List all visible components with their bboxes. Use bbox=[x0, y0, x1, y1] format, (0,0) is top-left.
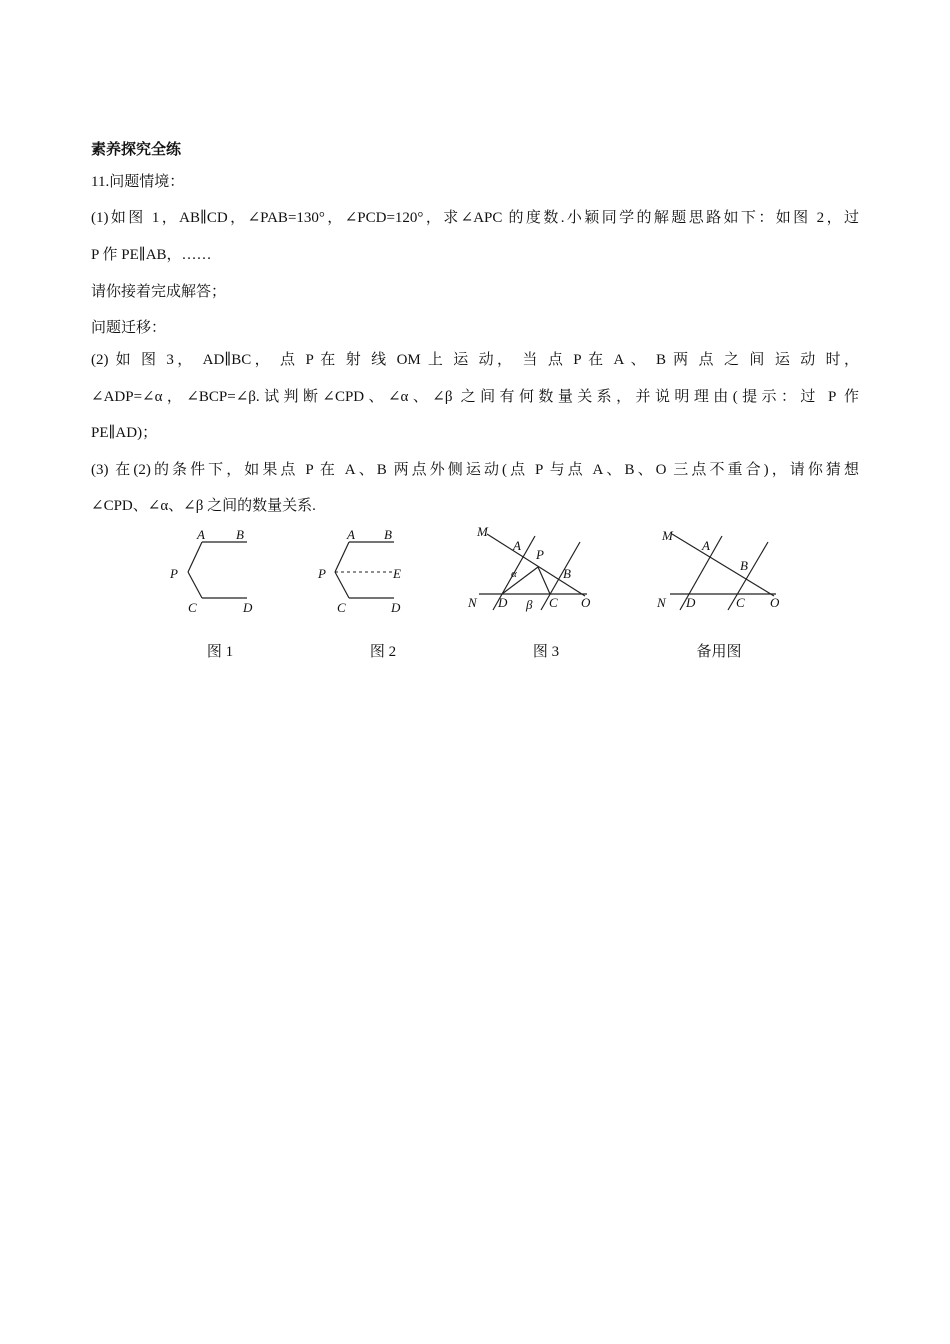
label-m: M bbox=[477, 524, 488, 539]
label-p: P bbox=[170, 566, 178, 581]
label-m: M bbox=[662, 528, 673, 543]
label-d: D bbox=[498, 595, 508, 610]
label-n: N bbox=[468, 595, 477, 610]
segment-pc bbox=[538, 567, 550, 594]
label-alpha: α bbox=[511, 568, 517, 580]
label-d: D bbox=[391, 600, 401, 615]
label-b: B bbox=[740, 558, 748, 573]
part3-line2: ∠CPD、∠α、∠β 之间的数量关系. bbox=[91, 498, 316, 514]
caption-figure-1: 图 1 bbox=[206, 644, 234, 660]
figure-2 bbox=[307, 522, 417, 622]
section-heading: 素养探究全练 bbox=[91, 140, 182, 158]
spare-figure bbox=[650, 522, 790, 622]
figure-3 bbox=[465, 522, 605, 622]
part1-line2: P 作 PE∥AB，…… bbox=[91, 247, 212, 263]
label-d: D bbox=[686, 595, 696, 610]
transfer-heading: 问题迁移： bbox=[91, 320, 167, 336]
part2-line2: ∠ADP=∠α，∠BCP=∠β.试判断∠CPD、∠α、∠β 之间有何数量关系，并说明理由(提示：过 P 作 bbox=[91, 389, 859, 405]
segment-ap bbox=[335, 542, 349, 572]
caption-figure-2: 图 2 bbox=[369, 644, 397, 660]
label-a: A bbox=[702, 538, 710, 553]
label-c: C bbox=[549, 595, 558, 610]
problem-number-line: 11.问题情境： bbox=[91, 174, 185, 190]
line-bc bbox=[728, 542, 768, 610]
part1-line1: (1)如图 1，AB∥CD，∠PAB=130°，∠PCD=120°，求∠APC 的度数.小颖同学的解题思路如下：如图 2，过 bbox=[91, 210, 859, 226]
part3-line1: (3) 在(2)的条件下，如果点 P 在 A、B 两点外侧运动(点 P 与点 A、B、O 三点不重合)，请你猜想 bbox=[91, 462, 859, 478]
label-beta: β bbox=[526, 597, 533, 612]
label-a: A bbox=[347, 527, 355, 542]
line-bc bbox=[541, 542, 580, 610]
label-d: D bbox=[243, 600, 253, 615]
label-b: B bbox=[384, 527, 392, 542]
label-b: B bbox=[236, 527, 244, 542]
label-c: C bbox=[188, 600, 197, 615]
label-o: O bbox=[770, 595, 780, 610]
label-a: A bbox=[197, 527, 205, 542]
ray-om bbox=[487, 534, 585, 596]
label-c: C bbox=[736, 595, 745, 610]
segment-pd bbox=[502, 567, 538, 594]
part2-line3: PE∥AD)； bbox=[91, 425, 158, 441]
segment-pc bbox=[335, 572, 349, 598]
label-c: C bbox=[337, 600, 346, 615]
label-o: O bbox=[581, 595, 591, 610]
ray-om bbox=[672, 534, 774, 596]
label-a: A bbox=[513, 538, 521, 553]
label-e: E bbox=[393, 566, 401, 581]
caption-spare-figure: 备用图 bbox=[696, 644, 742, 660]
segment-pc bbox=[188, 572, 202, 598]
part1-instruction: 请你接着完成解答； bbox=[91, 284, 227, 300]
label-p: P bbox=[318, 566, 326, 581]
label-n: N bbox=[657, 595, 666, 610]
caption-figure-3: 图 3 bbox=[532, 644, 560, 660]
figure-1 bbox=[160, 522, 270, 622]
segment-ap bbox=[188, 542, 202, 572]
label-b: B bbox=[563, 566, 571, 581]
part2-line1: (2) 如 图 3， AD∥BC， 点 P 在 射 线 OM 上 运 动， 当 点 P 在 A 、 B 两 点 之 间 运 动 时， bbox=[91, 352, 859, 368]
label-p: P bbox=[536, 547, 544, 562]
